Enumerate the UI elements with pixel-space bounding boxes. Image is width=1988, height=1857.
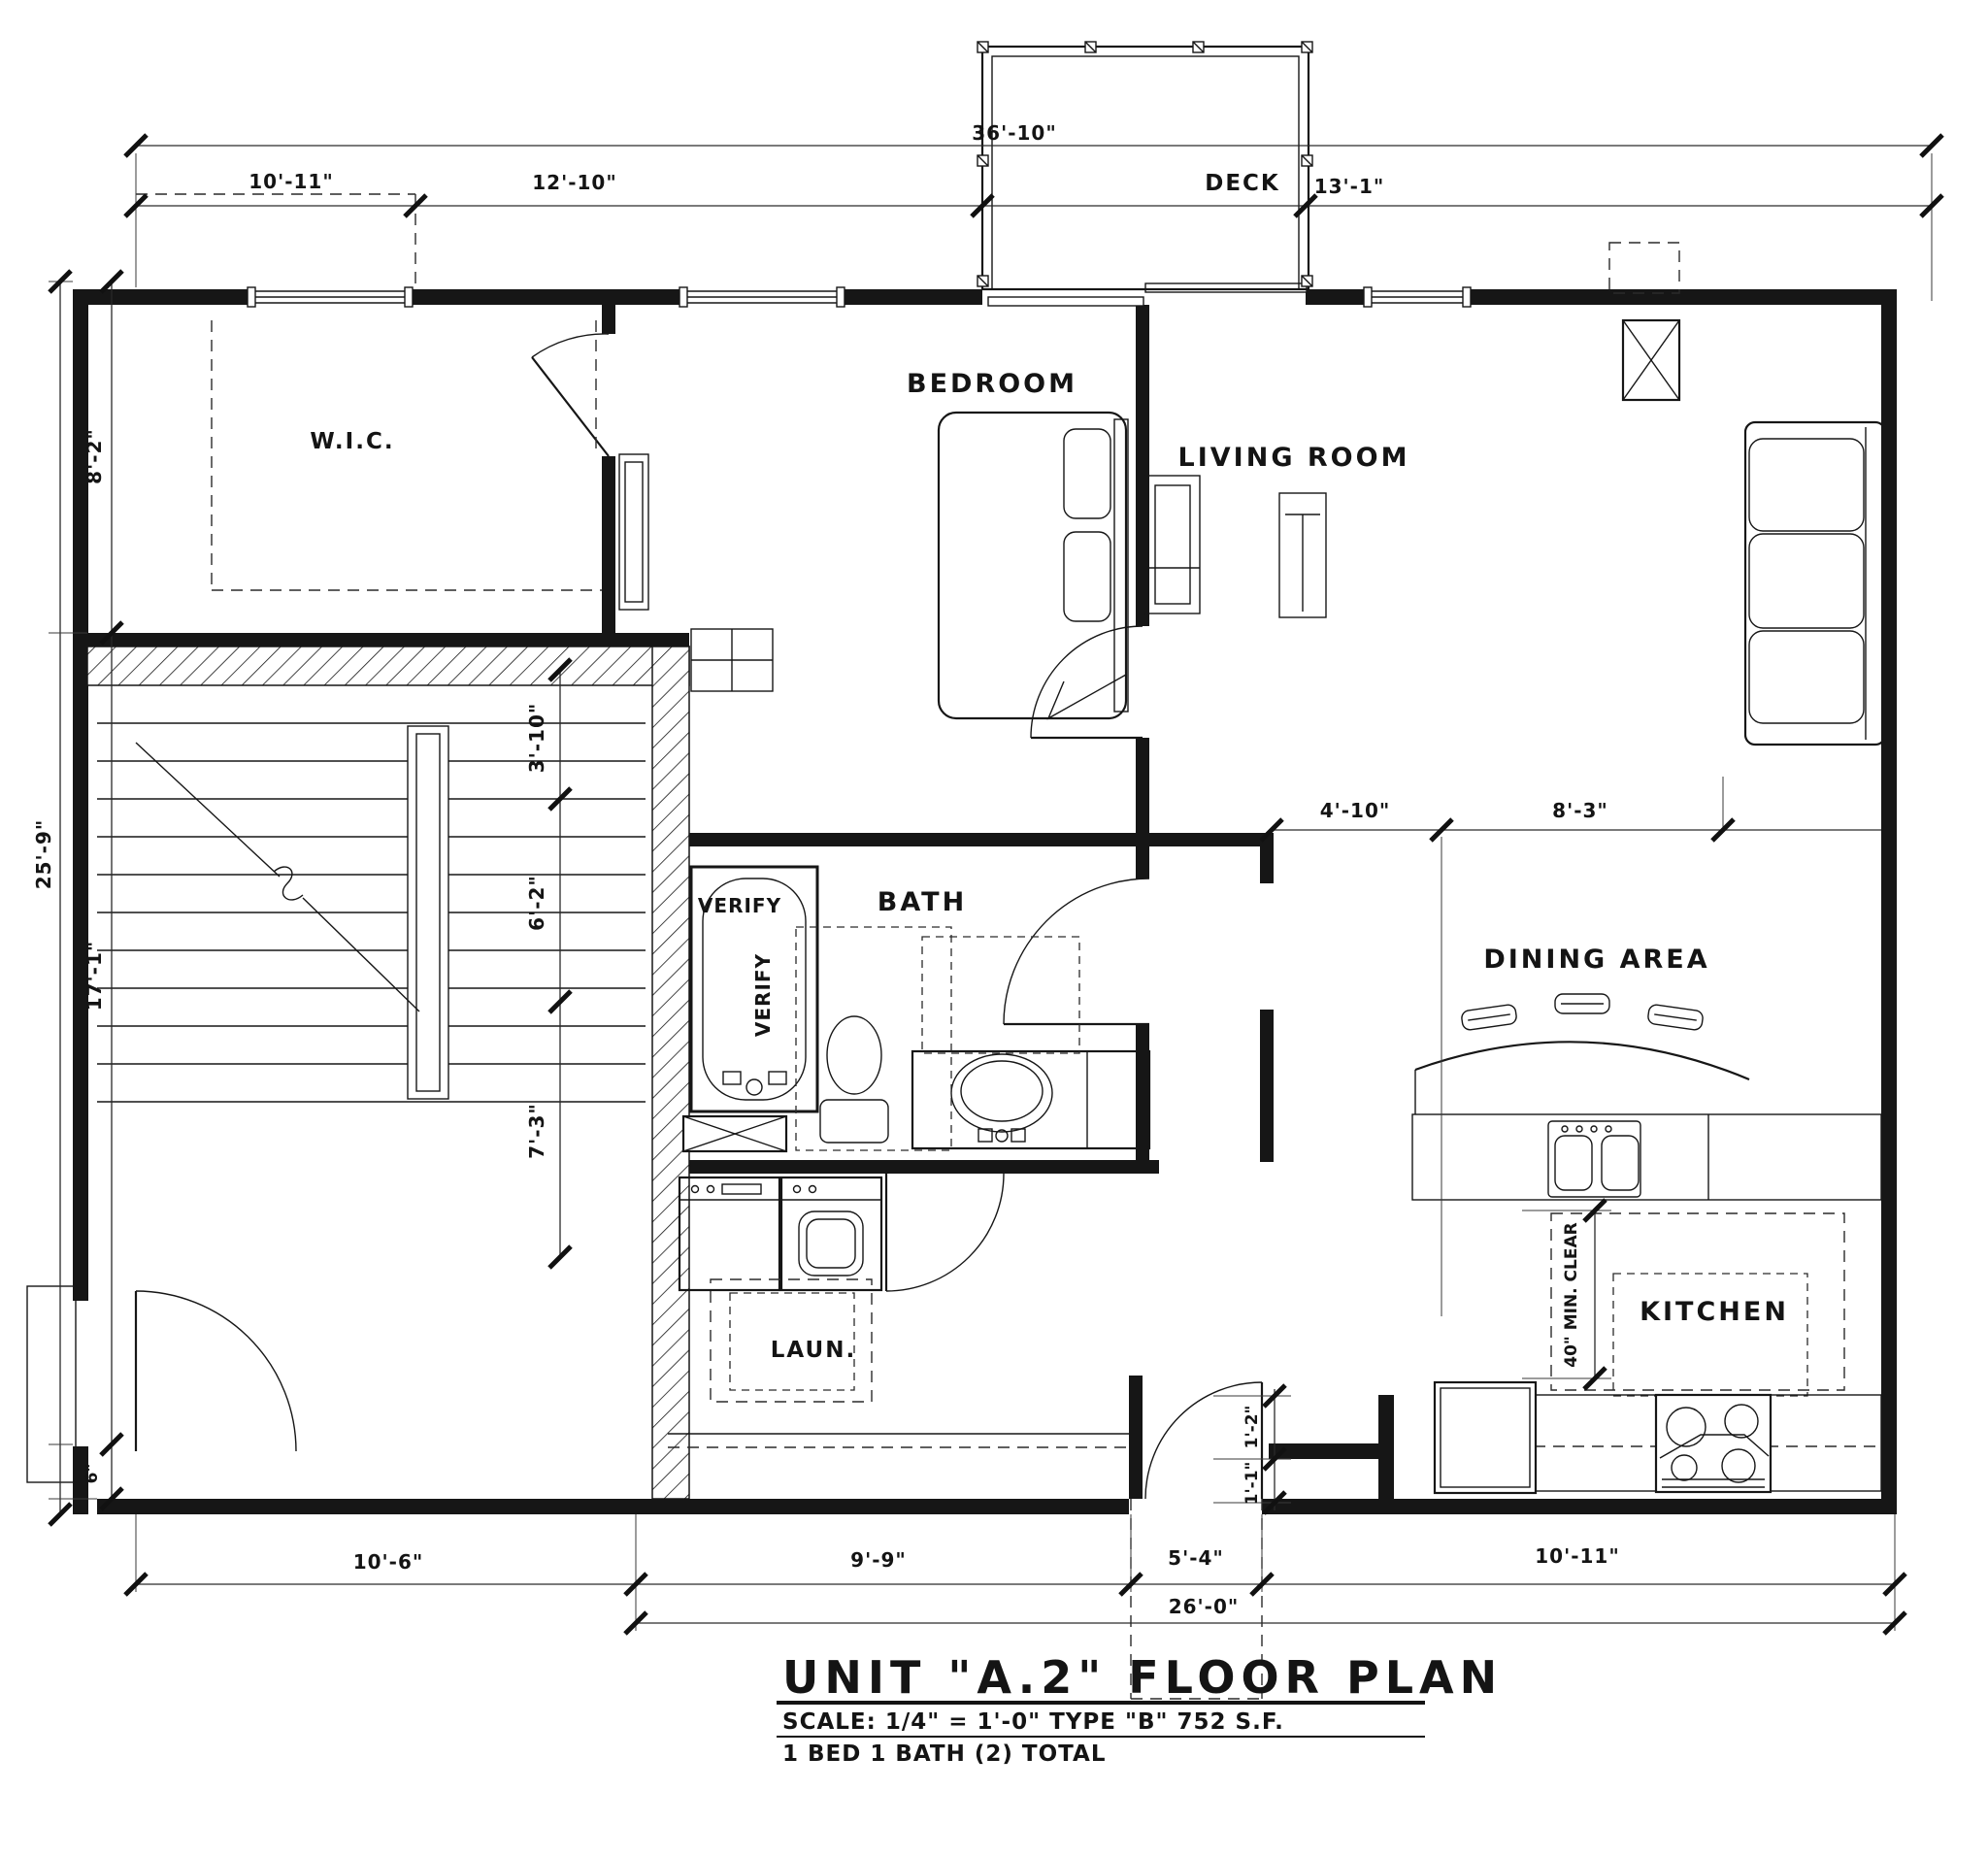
- label-wic: W.I.C.: [310, 429, 395, 454]
- mechanical-unit-icon: [1623, 320, 1679, 400]
- note-kitchen-clearance: 40" MIN. CLEAR: [1562, 1222, 1581, 1368]
- refrigerator: [1435, 1382, 1536, 1493]
- deck-railing: [977, 42, 1312, 289]
- stair-handrail: [408, 726, 448, 1099]
- bath-clearance-dashed: [796, 927, 951, 1150]
- dim-left-overall: 25'-9": [32, 818, 55, 890]
- dim-top-middle: 12'-10": [532, 171, 617, 194]
- dining-chairs: [1461, 994, 1704, 1031]
- stair-direction-line: [136, 743, 280, 877]
- wic-door: [532, 334, 609, 456]
- dim-left-lower: 17'-1": [83, 940, 106, 1011]
- kitchen-double-sink: [1548, 1121, 1640, 1197]
- dim-bottom-1: 10'-6": [352, 1550, 424, 1574]
- bath-door: [1004, 879, 1149, 1024]
- deck-posts: [977, 42, 1312, 286]
- label-living-room: LIVING ROOM: [1177, 443, 1410, 473]
- pillow: [1064, 532, 1110, 621]
- nightstand: [691, 629, 773, 691]
- dim-bottom-3: 5'-4": [1168, 1546, 1224, 1570]
- wic-shelving-dashed: [212, 320, 602, 590]
- exterior-walls: [73, 289, 1897, 1514]
- hatched-stair-walls: [87, 647, 689, 1499]
- label-bath: BATH: [877, 887, 968, 917]
- dresser: [619, 454, 648, 610]
- washer: [679, 1177, 779, 1290]
- dim-left-step: 6": [83, 1463, 102, 1484]
- pillow: [1064, 429, 1110, 518]
- dim-bottom-2: 9'-9": [850, 1548, 907, 1572]
- laundry-door: [886, 1174, 1004, 1291]
- dim-overall-width: 36'-10": [972, 121, 1057, 145]
- dim-left-upper: 8'-2": [83, 428, 106, 484]
- bedroom-window: [679, 287, 845, 307]
- entry-stoop: [27, 1286, 76, 1482]
- dim-stair-upper: 3'-10": [525, 702, 548, 774]
- toilet: [820, 1016, 888, 1143]
- label-bedroom: BEDROOM: [907, 369, 1077, 399]
- bed: [939, 413, 1128, 718]
- sheet-scale: SCALE: 1/4" = 1'-0" TYPE "B" 752 S.F.: [782, 1709, 1284, 1735]
- staircase: [97, 723, 646, 1102]
- deck-sliding-door: [988, 283, 1307, 306]
- dim-dining-left: 4'-10": [1319, 799, 1391, 822]
- dim-bottom-overall: 26'-0": [1168, 1595, 1240, 1618]
- vanity-sink: [912, 1051, 1149, 1148]
- dryer: [781, 1177, 881, 1290]
- dim-bottom-4: 10'-11": [1535, 1544, 1620, 1568]
- roof-overhang-dashed: [1609, 243, 1679, 293]
- dim-top-left: 10'-11": [248, 170, 334, 193]
- entry-door: [136, 1291, 296, 1451]
- living-room-window: [1364, 287, 1471, 307]
- linen-cabinet: [683, 1116, 786, 1151]
- label-laundry: LAUN.: [770, 1338, 857, 1363]
- dim-dining-right: 8'-3": [1552, 799, 1608, 822]
- wic-window: [248, 287, 413, 307]
- coffee-table: [1279, 493, 1326, 617]
- dim-hall-upper: 1'-2": [1242, 1405, 1262, 1449]
- sofa: [1745, 422, 1885, 745]
- stove: [1656, 1395, 1771, 1492]
- note-verify-top: VERIFY: [697, 894, 782, 917]
- dining-bar-counter: [1412, 1042, 1881, 1200]
- note-verify-side: VERIFY: [751, 952, 775, 1038]
- bath-clearance-dashed-2: [922, 937, 1079, 1053]
- dim-stair-middle: 6'-2": [525, 875, 548, 931]
- dim-deck-width: 13'-1": [1313, 175, 1385, 198]
- dim-hall-lower: 1'-1": [1242, 1461, 1262, 1506]
- kitchen-island-dashed: [1613, 1274, 1807, 1396]
- label-deck: DECK: [1205, 171, 1280, 196]
- sheet-occupancy: 1 BED 1 BATH (2) TOTAL: [782, 1741, 1107, 1767]
- sheet-title: UNIT "A.2" FLOOR PLAN: [782, 1651, 1504, 1704]
- title-block: [777, 1651, 1503, 1767]
- media-console: [1145, 476, 1200, 613]
- dim-stair-lower: 7'-3": [525, 1103, 548, 1159]
- label-dining-area: DINING AREA: [1483, 945, 1710, 975]
- label-kitchen: KITCHEN: [1640, 1297, 1789, 1327]
